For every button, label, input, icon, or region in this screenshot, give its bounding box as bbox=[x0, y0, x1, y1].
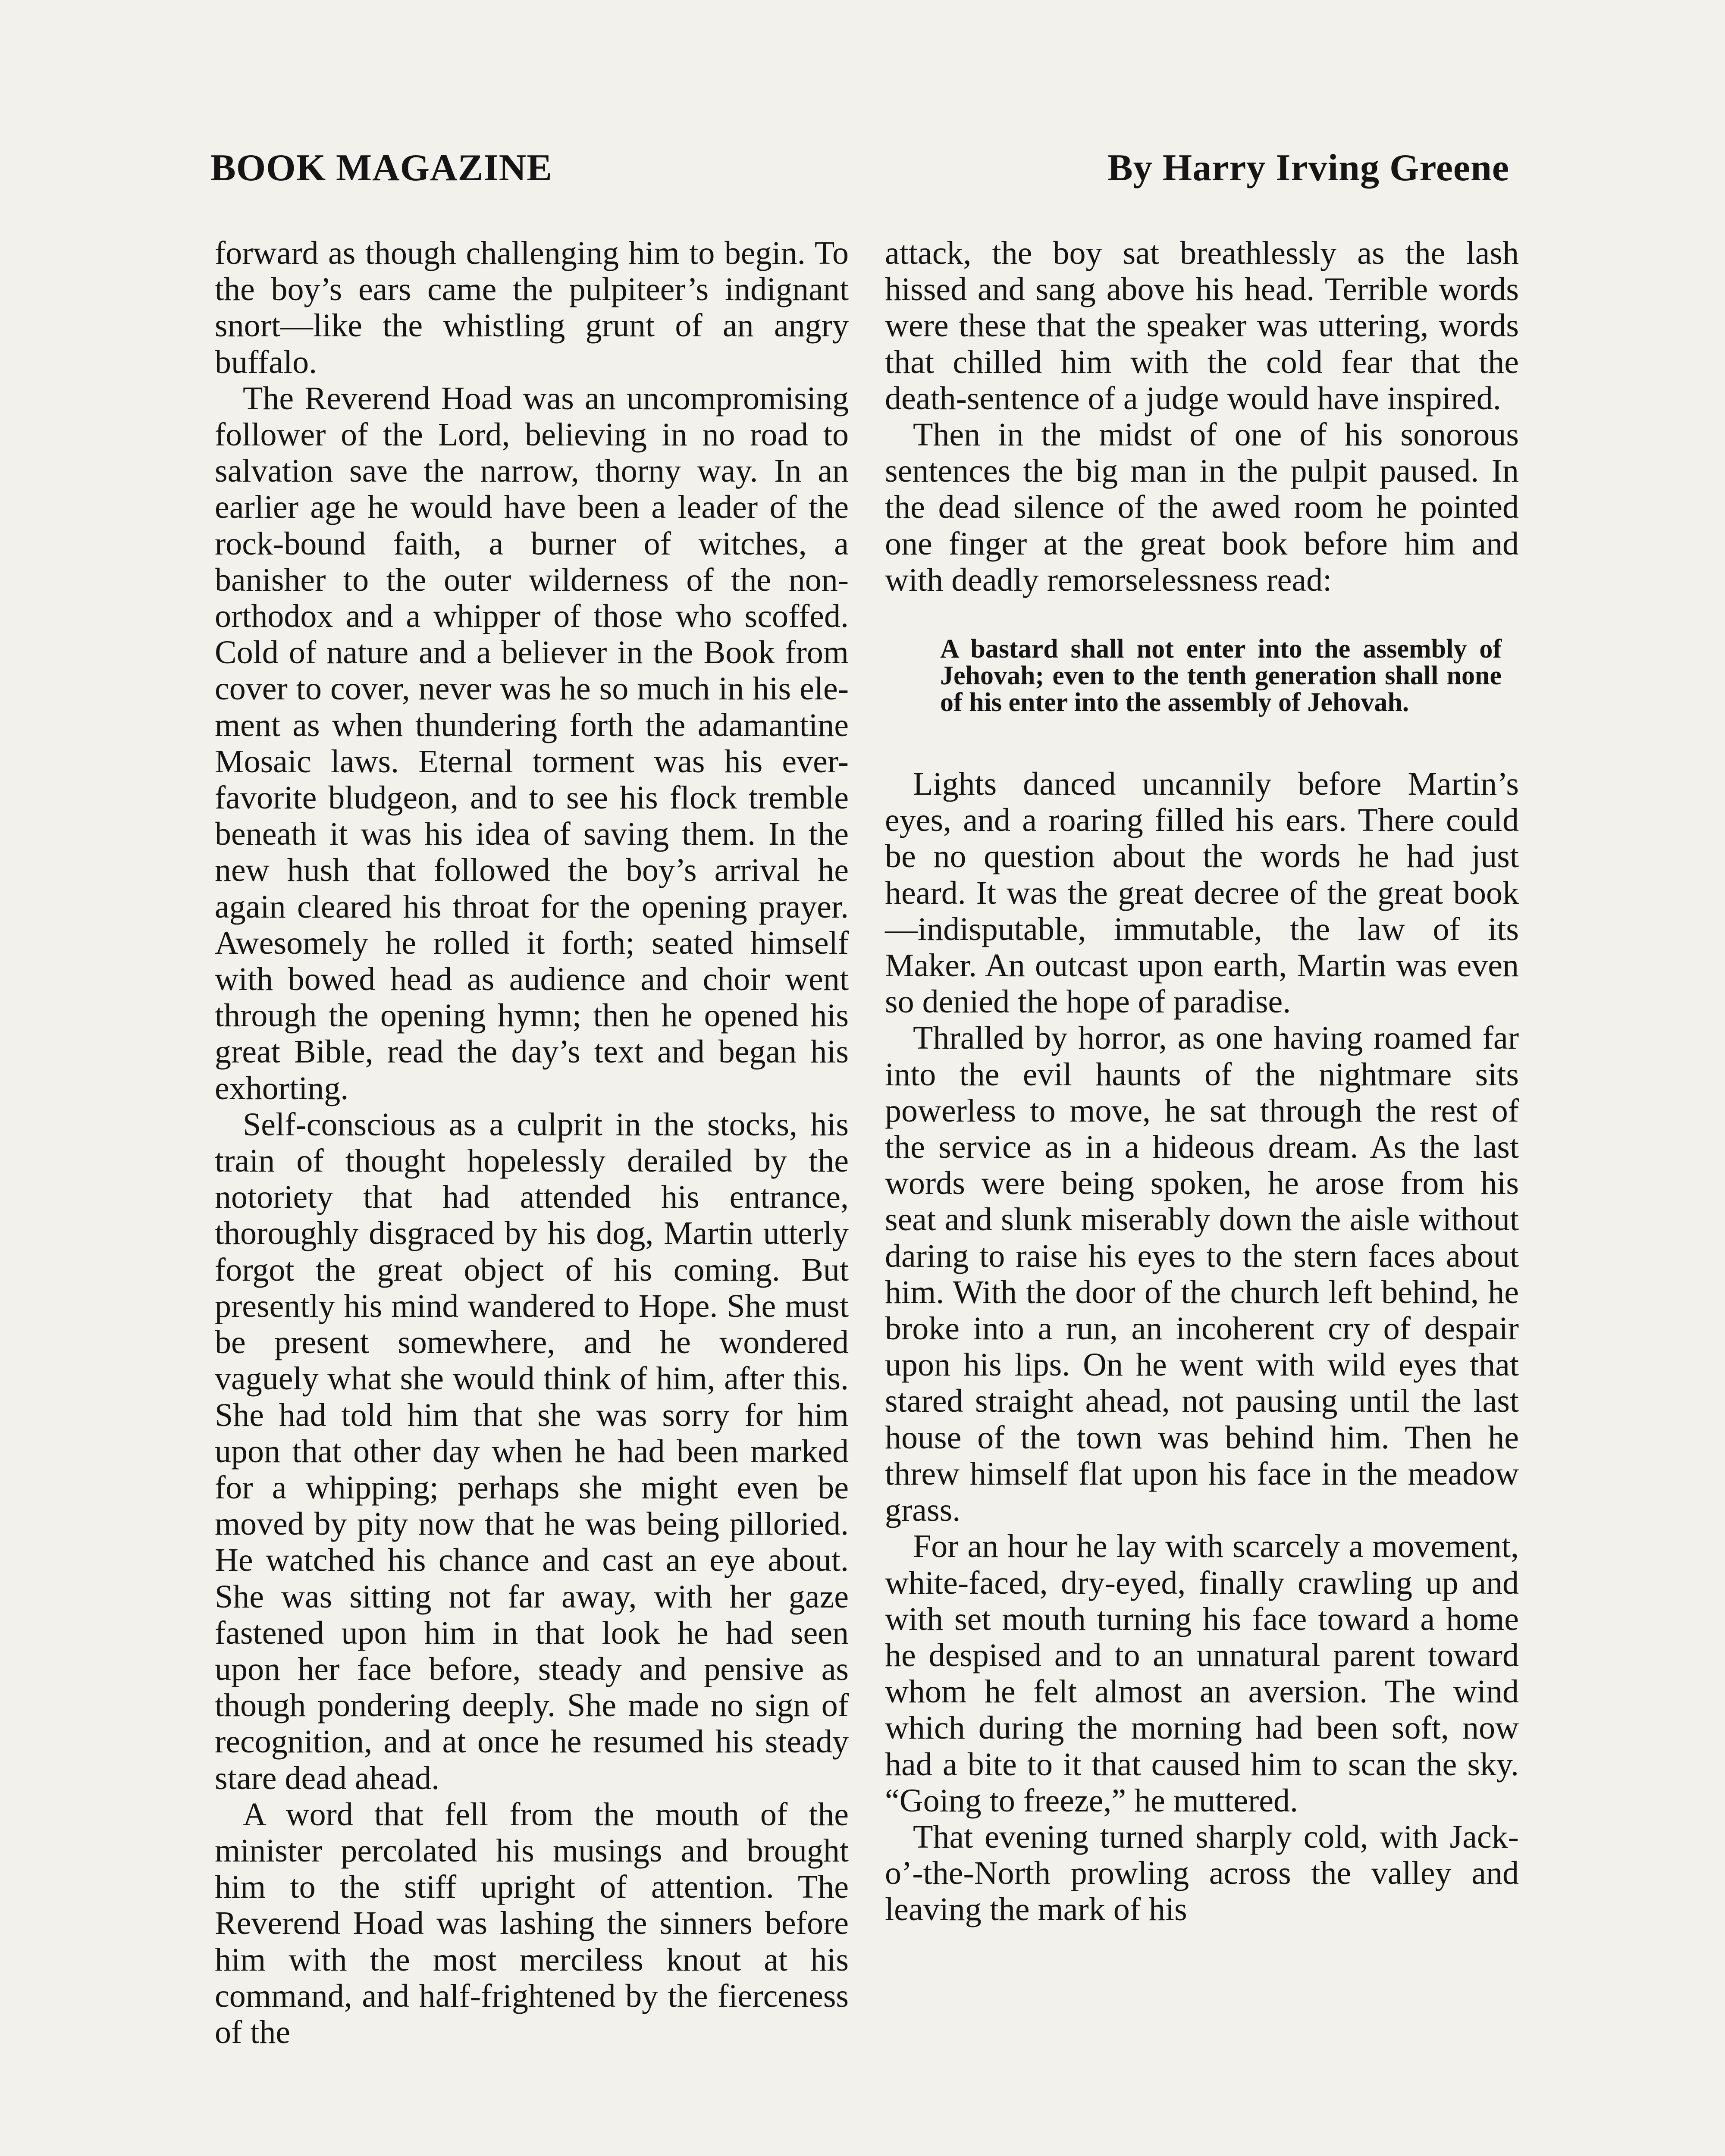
paragraph: That evening turned sharply cold, with Jack-o’-the-North prowling across the valley and leaving the mark of his bbox=[885, 1818, 1519, 1928]
scripture-quotation bbox=[940, 636, 1502, 716]
running-header-author: By Harry Irving Greene bbox=[1107, 147, 1509, 189]
paragraph: Lights danced uncannily before Martin’s eyes, and a roaring filled his ears. There could be no question about the words he had just heard. It was the great decree of the great book—indisputable, immutable, the law of its Maker. An outcast upon earth, Martin was even so denied the hope of paradise. bbox=[885, 766, 1519, 1020]
paragraph: Thralled by horror, as one having roamed far into the evil haunts of the nightmare sits powerless to move, he sat through the rest of the service as in a hideous dream. As the last words were being spoken, he arose from his seat and slunk miserably down the aisle without daring to raise his eyes to the stern faces about him. With the door of the church left behind, he broke into a run, an incoherent cry of despair upon his lips. On he went with wild eyes that stared straight ahead, not pausing until the last house of the town was behind him. Then he threw himself flat upon his face in the meadow grass. bbox=[885, 1020, 1519, 1529]
paragraph: Then in the midst of one of his sonorous sentences the big man in the pulpit paused. In the dead silence of the awed room he pointed one finger at the great book before him and with deadly remorselessness read: bbox=[885, 417, 1519, 598]
paragraph: The Reverend Hoad was an uncompromising follower of the Lord, believing in no road to salvation save the narrow, thorny way. In an earlier age he would have been a leader of the rock-bound faith, a burner of witches, a banisher to the outer wilderness of the non-orthodox and a whipper of those who scoffed. Cold of nature and a believer in the Book from cover to cover, never was he so much in his element as when thundering forth the adamantine Mosaic laws. Eternal torment was his ever-favorite bludgeon, and to see his flock tremble beneath it was his idea of saving them. In the new hush that followed the boy’s arrival he again cleared his throat for the opening prayer. Awesomely he rolled it forth; seated himself with bowed head as audience and choir went through the opening hymn; then he opened his great Bible, read the day’s text and began his exhorting. bbox=[215, 380, 849, 1106]
right-text-column bbox=[885, 235, 1519, 1928]
paragraph: forward as though challenging him to begin. To the boy’s ears came the pulpiteer’s indignant snort—like the whistling grunt of an angry buffalo. bbox=[215, 235, 849, 380]
left-text-column bbox=[215, 235, 849, 2050]
paragraph: attack, the boy sat breathlessly as the lash hissed and sang above his head. Terrible words were these that the speaker was uttering, words that chilled him with the cold fear that the death-sentence of a judge would have inspired. bbox=[885, 235, 1519, 417]
quotation-text: A bastard shall not enter into the assembly of Jehovah; even to the tenth generation shall none of his enter into the assembly of Jehovah. bbox=[940, 634, 1502, 718]
running-header-magazine-title: BOOK MAGAZINE bbox=[210, 147, 552, 189]
paragraph: Self-conscious as a culprit in the stocks, his train of thought hopelessly derailed by the notoriety that had attended his entrance, thoroughly disgraced by his dog, Martin utterly forgot the great object of his coming. But presently his mind wandered to Hope. She must be present somewhere, and he wondered vaguely what she would think of him, after this. She had told him that she was sorry for him upon that other day when he had been marked for a whipping; perhaps she might even be moved by pity now that he was being pilloried. He watched his chance and cast an eye about. She was sitting not far away, with her gaze fastened upon him in that look he had seen upon her face before, steady and pensive as though pondering deeply. She made no sign of recognition, and at once he resumed his steady stare dead ahead. bbox=[215, 1106, 849, 1796]
paragraph: A word that fell from the mouth of the minister percolated his musings and brought him to the stiff upright of attention. The Reverend Hoad was lashing the sinners before him with the most merciless knout at his command, and half-frightened by the fierceness of the bbox=[215, 1796, 849, 2050]
paragraph: For an hour he lay with scarcely a movement, white-faced, dry-eyed, finally crawling up and with set mouth turning his face toward a home he despised and to an unnatural parent toward whom he felt almost an aversion. The wind which during the morning had been soft, now had a bite to it that caused him to scan the sky. “Going to freeze,” he muttered. bbox=[885, 1528, 1519, 1819]
